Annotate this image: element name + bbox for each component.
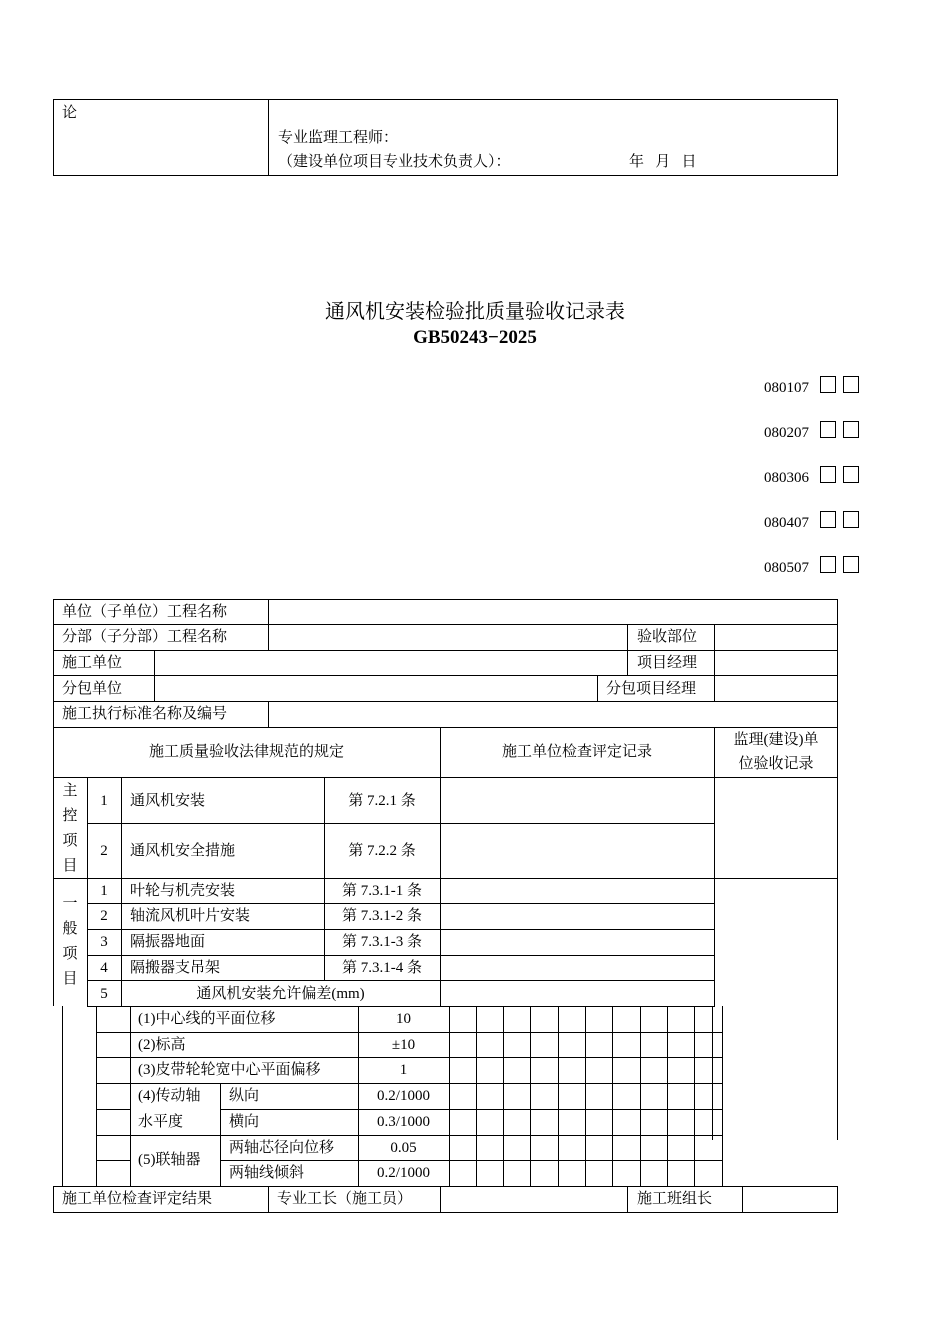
- supervision-header: 监理(建设)单: [733, 732, 819, 748]
- code-label: 080207: [764, 425, 809, 441]
- deviation-sub: 两轴线倾斜: [229, 1165, 305, 1181]
- deviation-group: (5)联轴器: [138, 1152, 201, 1168]
- code-box[interactable]: [843, 376, 859, 393]
- main-control-label: 目: [62, 858, 78, 874]
- row-clause: 第 7.3.1-4 条: [342, 960, 422, 976]
- project-manager-label: 项目经理: [637, 655, 698, 671]
- owner-label: （建设单位项目专业技术负责人）：: [278, 154, 511, 170]
- row-item: 通风机安装: [130, 793, 206, 809]
- acceptance-part-label: 验收部位: [637, 629, 698, 645]
- deviation-item: (3)皮带轮轮宽中心平面偏移: [138, 1062, 321, 1078]
- row-item: 轴流风机叶片安装: [130, 908, 251, 924]
- code-box[interactable]: [820, 466, 836, 483]
- row-item: 通风机安全措施: [130, 843, 236, 859]
- row-clause: 第 7.2.2 条: [348, 843, 416, 859]
- unit-project-label: 单位（子单位）工程名称: [62, 604, 228, 620]
- row-number: 1: [100, 793, 108, 809]
- code-box[interactable]: [820, 376, 836, 393]
- result-label: 施工单位检查评定结果: [62, 1191, 213, 1207]
- code-label: 080407: [764, 515, 809, 531]
- deviation-value: 0.2/1000: [377, 1165, 430, 1181]
- deviation-item: (1)中心线的平面位移: [138, 1011, 276, 1027]
- main-control-label: 主: [62, 783, 78, 799]
- contractor-label: 施工单位: [62, 655, 123, 671]
- row-clause: 第 7.3.1-2 条: [342, 908, 422, 924]
- row-number: 2: [100, 843, 108, 859]
- row-number: 3: [100, 934, 108, 950]
- deviation-sub: 横向: [229, 1114, 260, 1130]
- row-item: 隔搬器支吊架: [130, 960, 221, 976]
- conclusion-label: 论: [62, 105, 78, 121]
- row-clause: 第 7.3.1-1 条: [342, 883, 422, 899]
- deviation-value: 1: [399, 1062, 408, 1078]
- code-box[interactable]: [820, 511, 836, 528]
- division-label: 分部（子分部）工程名称: [62, 629, 228, 645]
- deviation-item: (2)标高: [138, 1037, 186, 1053]
- foreman-label: 专业工长（施工员）: [277, 1191, 413, 1207]
- main-control-label: 控: [62, 808, 78, 824]
- general-label: 般: [62, 921, 78, 937]
- page-title: 通风机安装检验批质量验收记录表: [325, 301, 625, 323]
- code-label: 080107: [764, 380, 809, 396]
- general-label: 项: [62, 946, 78, 962]
- deviation-sub: 两轴芯径向位移: [229, 1140, 335, 1156]
- general-label: 一: [62, 896, 78, 912]
- code-box[interactable]: [843, 511, 859, 528]
- date-label: 年 月 日: [629, 154, 697, 170]
- row-clause: 第 7.3.1-3 条: [342, 934, 422, 950]
- row-number: 4: [100, 960, 108, 976]
- deviation-value: 0.2/1000: [377, 1088, 430, 1104]
- divider: [268, 99, 269, 176]
- inspection-header: 施工单位检查评定记录: [501, 744, 652, 760]
- main-control-label: 项: [62, 833, 78, 849]
- deviation-group: 水平度: [138, 1114, 184, 1130]
- deviation-title: 通风机安装允许偏差(mm): [196, 986, 365, 1002]
- general-label: 目: [62, 971, 78, 987]
- sub-manager-label: 分包项目经理: [606, 681, 697, 697]
- row-number: 5: [100, 986, 108, 1002]
- deviation-value: ±10: [391, 1037, 416, 1053]
- code-label: 080507: [764, 560, 809, 576]
- deviation-value: 10: [396, 1011, 411, 1027]
- deviation-sub: 纵向: [229, 1088, 260, 1104]
- code-box[interactable]: [843, 556, 859, 573]
- deviation-value: 0.05: [390, 1140, 417, 1156]
- code-box[interactable]: [820, 556, 836, 573]
- team-leader-label: 施工班组长: [637, 1191, 713, 1207]
- subcontractor-label: 分包单位: [62, 681, 123, 697]
- code-label: 080306: [764, 470, 809, 486]
- row-item: 隔振器地面: [130, 934, 206, 950]
- spec-header: 施工质量验收法律规范的规定: [148, 744, 344, 760]
- standard-code: GB50243−2025: [413, 327, 537, 348]
- row-number: 2: [100, 908, 108, 924]
- engineer-label: 专业监理工程师：: [278, 130, 399, 146]
- deviation-group: (4)传动轴: [138, 1088, 201, 1104]
- code-box[interactable]: [843, 421, 859, 438]
- row-item: 叶轮与机壳安装: [130, 883, 236, 899]
- code-box[interactable]: [820, 421, 836, 438]
- deviation-value: 0.3/1000: [377, 1114, 430, 1130]
- supervision-header: 位验收记录: [738, 756, 814, 772]
- row-number: 1: [100, 883, 108, 899]
- row-clause: 第 7.2.1 条: [348, 793, 416, 809]
- standard-label: 施工执行标准名称及编号: [62, 706, 228, 722]
- code-box[interactable]: [843, 466, 859, 483]
